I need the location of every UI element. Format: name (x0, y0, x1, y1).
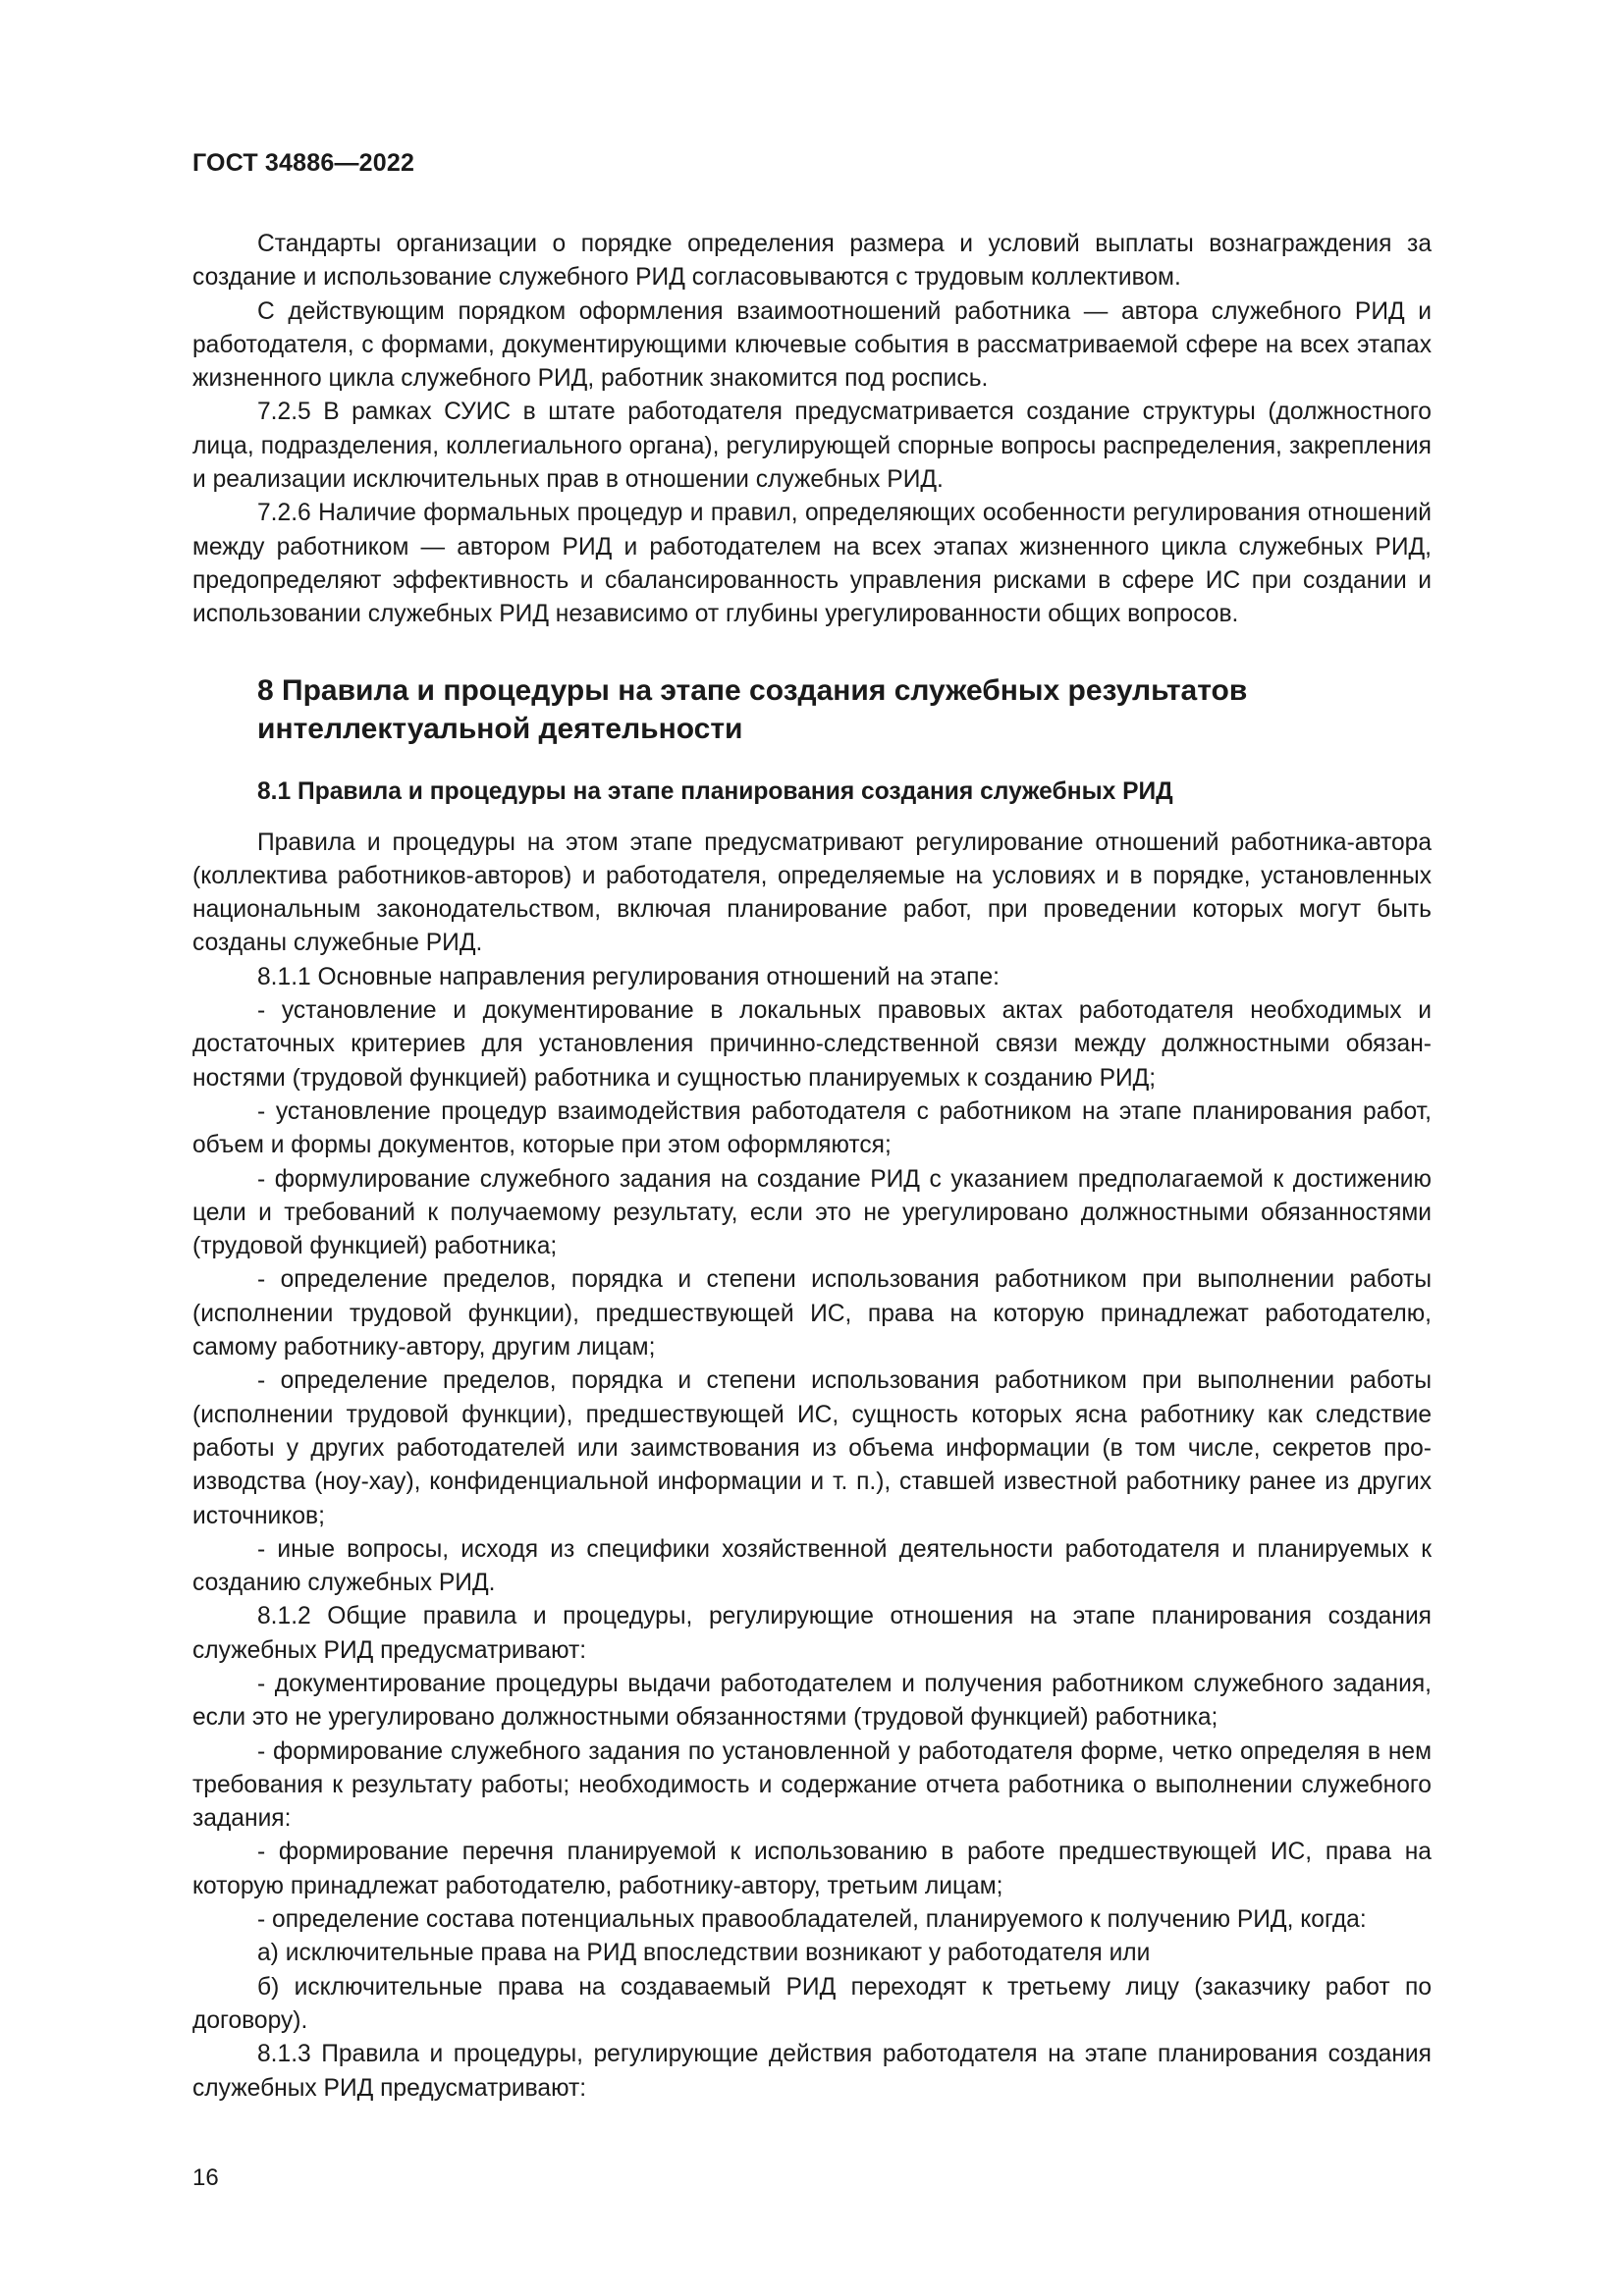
list-item: - установление и документирование в локальных правовых актах работодателя необходимых и достаточных критериев для установления причинно-следственной связи между должностными обязанностями (трудовой функцией) работника и сущностью планируемых к созданию РИД; (192, 997, 1432, 1092)
list-item: - иные вопросы, исходя из специфики хозяйственной деятельности работодателя и планируемых к созданию служебных РИД. (192, 1535, 1432, 1597)
paragraph: 7.2.6 Наличие формальных процедур и правил, определяющих особенности регулирования отношений между работником — автором РИД и работодателем на всех этапах жизненного цикла служебных РИД, предопределяют эффективность и сбалансированность управления рисками в сфере ИС при создании и использовании служебных РИД независимо от глубины урегулированности общих вопросов. (192, 500, 1432, 628)
paragraph: 7.2.5 В рамках СУИС в штате работодателя предусматривается создание структуры (должностного лица, подразделения, коллегиального органа), регулирующей спорные вопросы распределения, закрепления и реализации исключительных прав в отношении служебных РИД. (192, 399, 1432, 494)
document-header: ГОСТ 34886—2022 (192, 149, 415, 177)
list-item: - определение пределов, порядка и степени использования работником при выполнении работы (исполнении трудовой функции), предшествующей ИС, сущность которых ясна работнику как следствие работы у других работодателей или заимствования из объема информации (в том числе, секретов производства (ноу-хау), конфиденциальной информации и т. п.), ставшей известной работнику ранее из других источников; (192, 1367, 1432, 1529)
paragraph: С действующим порядком оформления взаимоотношений работника — автора служебного РИД и работодателя, с формами, документирующими ключевые события в рассматриваемой сфере на всех этапах жизненного цикла служебного РИД, работник знакомится под роспись. (192, 297, 1432, 393)
list-item: а) исключительные права на РИД впоследствии возникают у работодателя или (257, 1940, 1151, 1967)
list-item: - формирование перечня планируемой к использованию в работе предшествующей ИС, права на которую принадлежат работодателю, работнику-автору, третьим лицам; (192, 1839, 1432, 1899)
section-heading: 8 Правила и процедуры на этапе создания служебных результатов интеллектуальной деятельности (257, 673, 1248, 745)
list-item: - определение состава потенциальных правообладателей, планируемого к получению РИД, когда: (257, 1906, 1367, 1934)
page-number: 16 (192, 2164, 219, 2191)
subsection-heading: 8.1 Правила и процедуры на этапе планирования создания служебных РИД (257, 777, 1173, 805)
paragraph: 8.1.2 Общие правила и процедуры, регулирующие отношения на этапе планирования создания служебных РИД предусматривают: (192, 1603, 1432, 1664)
list-item: - установление процедур взаимодействия работодателя с работником на этапе планирования работ, объем и формы документов, которые при этом оформляются; (192, 1097, 1432, 1159)
list-item: - формулирование служебного задания на создание РИД с указанием предполагаемой к достижению цели и требований к получаемому результату, если это не урегулировано должностными обязанностями (трудовой функцией) работника; (192, 1165, 1432, 1260)
paragraph: 8.1.1 Основные направления регулирования отношений на этапе: (257, 963, 1001, 990)
list-item: б) исключительные права на создаваемый РИД переходят к третьему лицу (заказчику работ по договору). (192, 1973, 1432, 2034)
paragraph: Правила и процедуры на этом этапе предусматривают регулирование отношений работника-автора (коллектива работников-авторов) и работодателя, определяемые на условиях и в порядке, установленных национальным законодательством, включая планирование работ, при проведении которых могут быть созданы служебные РИД. (192, 828, 1432, 957)
document-body (192, 228, 1432, 2106)
list-item: - определение пределов, порядка и степени использования работником при выполнении работы (исполнении трудовой функции), предшествующей ИС, права на которую принадлежат работодателю, самому работнику-автору, другим лицам; (192, 1266, 1432, 1362)
paragraph: Стандарты организации о порядке определения размера и условий выплаты вознаграждения за создание и использование служебного РИД согласовываются с трудовым коллективом. (192, 231, 1432, 292)
paragraph: 8.1.3 Правила и процедуры, регулирующие действия работодателя на этапе планирования создания служебных РИД предусматривают: (192, 2041, 1432, 2102)
list-item: - формирование служебного задания по установленной у работодателя форме, четко определяя в нем требования к результату работы; необходимость и содержание отчета работника о выполнении служебного задания: (192, 1737, 1432, 1833)
list-item: - документирование процедуры выдачи работодателем и получения работником служебного задания, если это не урегулировано должностными обязанностями (трудовой функцией) работника; (192, 1670, 1432, 1732)
